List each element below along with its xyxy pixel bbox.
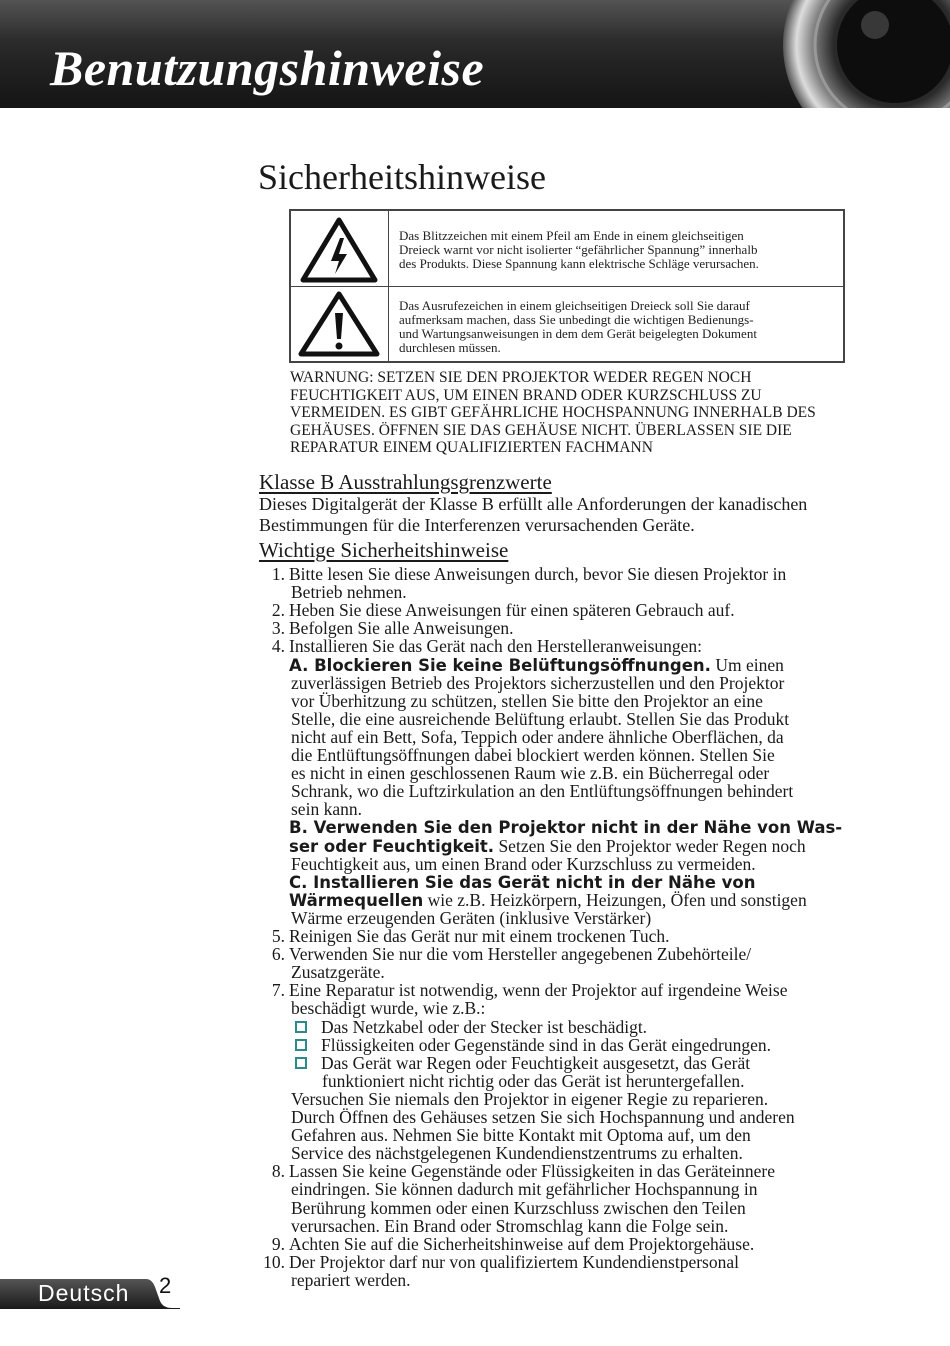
list-bold-heading: ser oder Feuchtigkeit. xyxy=(289,836,495,856)
list-line xyxy=(263,1251,740,1272)
list-line xyxy=(271,944,752,965)
list-text: Lassen Sie keine Gegenstände oder Flüssigkeiten in das Geräteinnere xyxy=(289,1161,775,1182)
list-number: 9. xyxy=(271,1233,285,1254)
warning-icon-cell xyxy=(291,211,389,286)
list-line xyxy=(321,1018,647,1036)
header-title: Benutzungshinweise xyxy=(50,40,485,96)
checkbox-bullet-icon xyxy=(295,1021,307,1033)
list-number: 5. xyxy=(271,926,285,946)
list-text: Wärme erzeugenden Geräten (inklusive Verstärker) xyxy=(291,907,652,928)
list-text: Verwenden Sie nur die vom Hersteller angegebenen Zubehörteile/ xyxy=(289,944,752,965)
list-text: funktioniert nicht richtig oder das Gerät ist heruntergefallen. xyxy=(322,1070,745,1091)
exclamation-warning-icon xyxy=(291,287,388,361)
list-text: Setzen Sie den Projektor weder Regen noch xyxy=(494,835,806,856)
list-text: zuverlässigen Betrieb des Projektors sicherzustellen und den Projektor xyxy=(291,672,785,693)
list-line xyxy=(291,583,407,601)
exclamation-warning-text: Das Ausrufezeichen in einem gleichseitigen Dreieck soll Sie darauf aufmerksam machen, dass Sie unbedingt die wichtigen Bedienungs- und Wartungsanweisungen in dem dem Gerät beigelegten Dokument durchlesen müssen. xyxy=(399,298,757,355)
list-line xyxy=(291,1180,758,1198)
list-number: 3. xyxy=(271,618,285,639)
list-number: 4. xyxy=(271,636,285,657)
list-line xyxy=(291,1126,751,1144)
list-bold-heading: B. Verwenden Sie den Projektor nicht in der Nähe von Was- xyxy=(289,818,843,838)
list-line xyxy=(321,1036,771,1054)
list-line xyxy=(271,618,514,639)
list-text: beschädigt wurde, wie z.B.: xyxy=(291,998,486,1019)
class-b-heading: Klasse B Ausstrahlungsgrenzwerte xyxy=(259,470,552,494)
list-text: Heben Sie diese Anweisungen für einen späteren Gebrauch auf. xyxy=(289,600,735,621)
list-text: Schrank, wo die Luftzirkulation an den Entlüftungsöffnungen behindert xyxy=(291,781,794,802)
list-line xyxy=(321,1054,750,1072)
list-line xyxy=(291,1108,795,1126)
list-line xyxy=(271,600,735,621)
list-text: Feuchtigkeit aus, um einen Brand oder Kurzschluss zu vermeiden. xyxy=(291,853,756,874)
list-bold-heading: A. Blockieren Sie keine Belüftungsöffnungen. xyxy=(289,655,711,675)
list-text: Eine Reparatur ist notwendig, wenn der Projektor auf irgendeine Weise xyxy=(289,980,788,1001)
list-line xyxy=(291,764,769,782)
list-text: vor Überhitzung zu schützen, stellen Sie bitte den Projektor an eine xyxy=(291,690,763,711)
footer-language: Deutsch xyxy=(38,1280,130,1306)
list-text: Das Gerät war Regen oder Feuchtigkeit ausgesetzt, das Gerät xyxy=(321,1052,751,1073)
list-text: es nicht in einen geschlossenen Raum wie z.B. ein Bücherregal oder xyxy=(291,763,770,784)
list-line xyxy=(291,746,775,764)
list-number: 6. xyxy=(271,944,285,965)
class-b-paragraph: Dieses Digitalgerät der Klasse B erfüllt alle Anforderungen der kanadischen Bestimmungen für die Interferenzen verursachenden Geräte. xyxy=(259,494,808,535)
list-line xyxy=(291,692,763,710)
list-text: verursachen. Ein Brand oder Stromschlag kann die Folge sein. xyxy=(291,1215,729,1236)
list-text: Reinigen Sie das Gerät nur mit einem trockenen Tuch. xyxy=(289,926,670,946)
list-line xyxy=(291,999,485,1017)
page-number: 2 xyxy=(159,1273,172,1298)
list-text: Das Netzkabel oder der Stecker ist beschädigt. xyxy=(321,1016,648,1037)
list-text: Um einen xyxy=(710,654,784,675)
list-line xyxy=(291,782,793,800)
projector-lens-graphic xyxy=(780,0,950,108)
list-line xyxy=(271,926,670,946)
list-bold-heading: C. Installieren Sie das Gerät nicht in der Nähe von xyxy=(289,872,756,892)
list-line xyxy=(322,1072,744,1090)
list-text: Stelle, die eine ausreichende Belüftung erlaubt. Stellen Sie das Produkt xyxy=(291,708,790,729)
list-line xyxy=(291,800,362,818)
list-text: die Entlüftungsöffnungen dabei blockiert werden können. Stellen Sie xyxy=(291,745,775,765)
list-number: 8. xyxy=(271,1161,285,1182)
list-text: Achten Sie auf die Sicherheitshinweise auf dem Projektorgehäuse. xyxy=(289,1233,755,1254)
warning-row-lightning xyxy=(291,211,843,287)
warning-row-exclamation xyxy=(291,287,843,361)
list-text: Bitte lesen Sie diese Anweisungen durch, bevor Sie diesen Projektor in xyxy=(289,564,787,584)
list-line xyxy=(291,1199,746,1217)
list-line xyxy=(291,909,651,927)
list-text: Installieren Sie das Gerät nach den Herstelleranweisungen: xyxy=(289,636,703,657)
list-text: Versuchen Sie niemals den Projektor in eigener Regie zu reparieren. xyxy=(291,1088,769,1109)
list-text: Gefahren aus. Nehmen Sie bitte Kontakt mit Optoma auf, um den xyxy=(291,1125,751,1146)
list-text: Betrieb nehmen. xyxy=(291,582,407,603)
list-text: wie z.B. Heizkörpern, Heizungen, Öfen und sonstigen xyxy=(423,889,807,910)
list-text: Berührung kommen oder einen Kurzschluss zwischen den Teilen xyxy=(291,1197,746,1218)
warning-paragraph: WARNUNG: SETZEN SIE DEN PROJEKTOR WEDER REGEN NOCH FEUCHTIGKEIT AUS, UM EINEN BRAND ODER KURZSCHLUSS ZU VERMEIDEN. ES GIBT GEFÄHRLICHE HOCHSPANNUNG INNERHALB DES GEHÄUSES. ÖFFNEN SIE DAS GEHÄUSE NICHT. ÜBERLASSEN SIE DIE REPARATUR EINEM QUALIFIZIERTEN FACHMANN xyxy=(290,369,816,457)
checkbox-bullet-icon xyxy=(295,1057,307,1069)
list-line xyxy=(291,1090,768,1108)
list-line xyxy=(271,980,788,1001)
list-line xyxy=(291,1144,743,1162)
list-line xyxy=(271,1233,755,1254)
lightning-warning-icon xyxy=(291,211,388,286)
list-number: 7. xyxy=(271,980,285,1001)
list-line xyxy=(291,710,789,728)
page-header xyxy=(0,0,950,108)
list-line xyxy=(291,1271,411,1289)
list-text: eindringen. Sie können dadurch mit gefährlicher Hochspannung in xyxy=(291,1179,758,1200)
list-text: sein kann. xyxy=(291,799,362,820)
important-safety-heading: Wichtige Sicherheitshinweise xyxy=(259,538,509,562)
list-line xyxy=(271,564,787,584)
list-text: Service des nächstgelegenen Kundendienstzentrums zu erhalten. xyxy=(291,1143,743,1164)
list-line xyxy=(271,1161,775,1182)
list-line xyxy=(291,674,784,692)
list-bold-heading: Wärmequellen xyxy=(289,890,424,910)
list-number: 10. xyxy=(263,1251,285,1272)
lightning-warning-text: Das Blitzzeichen mit einem Pfeil am Ende in einem gleichseitigen Dreieck warnt vor nicht isolierter “gefährlicher Spannung” innerhalb des Produkts. Diese Spannung kann elektrische Schläge verursachen. xyxy=(399,228,759,271)
page-title: Sicherheitshinweise xyxy=(258,157,546,197)
list-line xyxy=(291,855,756,873)
list-text: Durch Öffnen des Gehäuses setzen Sie sich Hochspannung und anderen xyxy=(291,1107,795,1127)
list-number: 2. xyxy=(271,600,285,621)
list-text: Flüssigkeiten oder Gegenstände sind in das Gerät eingedrungen. xyxy=(321,1034,772,1055)
list-text: repariert werden. xyxy=(291,1269,411,1290)
list-line xyxy=(291,1217,728,1235)
list-line xyxy=(291,728,784,746)
list-line xyxy=(291,963,385,981)
list-text: Befolgen Sie alle Anweisungen. xyxy=(289,618,514,639)
list-text: Der Projektor darf nur von qualifiziertem Kundendienstpersonal xyxy=(289,1251,740,1272)
warning-icon-cell xyxy=(291,287,389,361)
list-text: nicht auf ein Bett, Sofa, Teppich oder andere ähnliche Oberflächen, da xyxy=(291,726,784,747)
list-line xyxy=(271,636,703,657)
list-text: Zusatzgeräte. xyxy=(291,962,385,983)
warning-symbol-table xyxy=(289,209,845,363)
checkbox-bullet-icon xyxy=(295,1039,307,1051)
list-number: 1. xyxy=(271,564,285,584)
